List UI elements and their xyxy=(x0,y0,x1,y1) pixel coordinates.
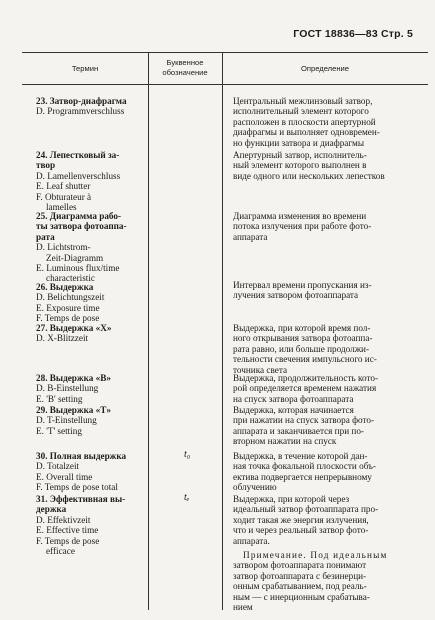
term-title: 29. Выдержка «T» xyxy=(36,405,111,415)
term-title: 28. Выдержка «B» xyxy=(36,373,111,383)
term-entry xyxy=(36,494,152,556)
definition-line: Выдержка, которая начинается xyxy=(233,405,354,415)
definition-line: рой определяется временем нажатия xyxy=(233,383,377,394)
term-entry xyxy=(36,405,152,436)
term-translation: F. Obturateur à xyxy=(36,191,92,202)
definition-line: Интервал времени пропускания из- xyxy=(233,280,372,290)
definition-line: тельности свечения импульсного ис- xyxy=(233,354,377,365)
definition-line: рата равно, или больше продолжи- xyxy=(233,343,370,354)
definition-line: на спуск затвора фотоаппарата xyxy=(233,393,354,404)
page-header: ГОСТ 18836—83 Стр. 5 xyxy=(293,28,413,40)
column-header-term: Термин xyxy=(71,64,99,73)
column-header-symbol-line: обозначение xyxy=(162,67,208,77)
term-translation: E. 'T' setting xyxy=(36,425,82,436)
letter-symbol: t₀ xyxy=(184,449,191,460)
term-title: 31. Эффективная вы- xyxy=(36,494,126,504)
term-entry xyxy=(36,451,152,493)
definition-line: лучения затвором фотоаппарата xyxy=(233,290,359,301)
definition xyxy=(233,373,425,404)
definition-line: исполнительный элемент которого xyxy=(233,106,369,117)
term-title: держка xyxy=(36,504,67,515)
definition-line: диафрагмы и выполняет одновремен- xyxy=(233,127,380,138)
note-line: затвором фотоаппарата понимают xyxy=(233,560,367,571)
table-top-rule xyxy=(22,52,428,53)
term-entry xyxy=(36,323,152,344)
term-translation: D. X-Blitzzeit xyxy=(36,333,89,344)
definition xyxy=(233,96,425,148)
definition-line: но функции затвора и диафрагмы xyxy=(233,137,365,148)
definition-line: ный элемент которого выполнен в xyxy=(233,160,367,171)
term-translation: F. Temps de pose xyxy=(36,535,100,546)
note-line: Примечание. Под идеальным xyxy=(243,550,388,561)
definition-line: Апертурный затвор, исполнитель- xyxy=(233,150,367,160)
definition-line: ная точка фокальной плоскости объ- xyxy=(233,461,376,472)
definition xyxy=(233,405,425,447)
term-entry xyxy=(36,211,152,284)
term-title: ты затвора фотоаппа- xyxy=(36,221,127,232)
term-translation: E. Overall time xyxy=(36,471,93,482)
term-translation: F. Temps de pose total xyxy=(36,482,118,493)
column-header-definition: Определение xyxy=(300,64,349,73)
note-line: онным срабатыванием, под реаль- xyxy=(233,581,367,592)
definition-line: ходит такая же энергия излучения, xyxy=(233,514,369,525)
definition xyxy=(233,323,425,375)
column-header-symbol-line: Буквенное xyxy=(166,58,204,67)
term-title: 24. Лепестковый за- xyxy=(36,150,120,160)
column-divider-2 xyxy=(222,52,223,610)
term-entry xyxy=(36,282,152,324)
definition-line: что и через реальный затвор фото- xyxy=(233,525,369,536)
term-translation: D. Effektivzeit xyxy=(36,514,91,525)
definition-line: виде одного или нескольких лепестков xyxy=(233,170,385,181)
term-title: 27. Выдержка «X» xyxy=(36,323,112,333)
term-title: твор xyxy=(36,160,56,171)
definition-line: Центральный межлинзовый затвор, xyxy=(233,96,373,106)
term-translation: E. Leaf shutter xyxy=(36,181,91,192)
term-title: 25. Диаграмма рабо- xyxy=(36,211,122,221)
term-translation: lamelles xyxy=(46,202,77,213)
term-translation: F. Temps de pose xyxy=(36,313,100,324)
term-translation: E. 'B' setting xyxy=(36,393,83,404)
definition xyxy=(233,150,425,181)
term-entry xyxy=(36,96,152,117)
term-translation: D. Programmverschluss xyxy=(36,106,125,117)
definition-line: аппарата и заканчивается при по- xyxy=(233,425,364,436)
definition-line: вторном нажатии на спуск xyxy=(233,436,337,447)
definition-line: ектива подвергается непрерывному xyxy=(233,471,372,482)
definition-line: аппарата xyxy=(233,231,268,242)
letter-symbol: tₑ xyxy=(184,492,190,503)
column-header-symbol xyxy=(148,58,222,77)
term-title: 23. Затвор-диафрагма xyxy=(36,96,127,106)
term-translation: characteristic xyxy=(46,273,95,284)
term-title: 30. Полная выдержка xyxy=(36,451,127,461)
definition xyxy=(233,451,425,493)
definition-line: идеальный затвор фотоаппарата про- xyxy=(233,504,379,515)
definition xyxy=(233,280,425,301)
term-title: рата xyxy=(36,231,55,242)
definition-line: Диаграмма изменения во времени xyxy=(233,211,367,221)
definition-line: аппарата. xyxy=(233,535,270,546)
definition xyxy=(233,211,425,242)
definition-line: потока излучения при работе фото- xyxy=(233,221,372,232)
term-translation: D. T-Einstellung xyxy=(36,415,97,426)
term-translation: E. Luminous flux/time xyxy=(36,263,120,274)
definition-line: Выдержка, продолжительность кото- xyxy=(233,373,379,383)
definition-line: Выдержка, при которой через xyxy=(233,494,350,504)
term-translation: Zeit-Diagramm xyxy=(46,252,104,263)
definition-line: при нажатии на спуск затвора фото- xyxy=(233,415,375,426)
term-entry xyxy=(36,373,152,404)
table-header-rule xyxy=(22,84,428,85)
term-entry xyxy=(36,150,152,212)
term-translation: E. Exposure time xyxy=(36,302,100,313)
term-translation: D. Totalzeit xyxy=(36,461,80,472)
note-line: ным — с инерционным срабатыва- xyxy=(233,591,370,602)
definition-line: Выдержка, в течение которой дан- xyxy=(233,451,368,461)
term-translation: D. Belichtungszeit xyxy=(36,292,105,303)
note-line: нием xyxy=(233,602,253,613)
term-translation: E. Effective time xyxy=(36,525,99,536)
definition-line: точника света xyxy=(233,364,288,375)
definition xyxy=(233,494,425,612)
definition-line: расположен в плоскости апертурной xyxy=(233,116,376,127)
definition-line: облучению xyxy=(233,482,277,493)
definition-line: Выдержка, при которой время пол- xyxy=(233,323,371,333)
term-translation: D. B-Einstellung xyxy=(36,383,99,394)
term-translation: D. Lamellenverschluss xyxy=(36,170,121,181)
definition-line: ного открывания затвора фотоаппа- xyxy=(233,333,373,344)
term-translation: D. Lichtstrom- xyxy=(36,242,91,253)
term-translation: efficace xyxy=(46,546,75,557)
note-line: затвор фотоаппарата с безинерци- xyxy=(233,570,367,581)
term-title: 26. Выдержка xyxy=(36,282,94,292)
